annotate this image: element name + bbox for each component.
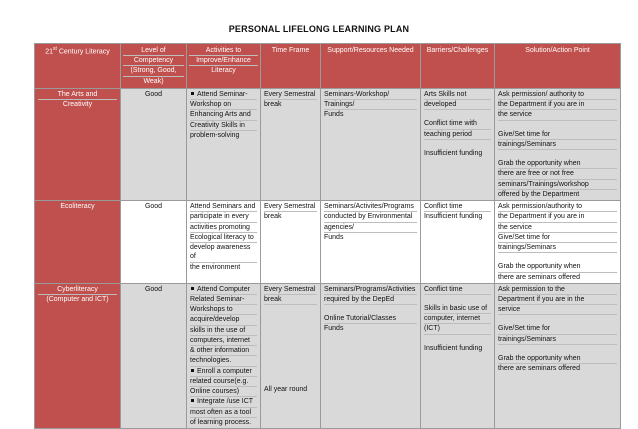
page-title: PERSONAL LIFELONG LEARNING PLAN <box>228 24 410 34</box>
table-row <box>35 201 621 284</box>
bullet-icon <box>191 92 194 95</box>
solution-cell: Ask permission/authority to the Department if you are in the service Give/Set time for trainings/Seminars Grab the opportunity when there are seminars offered <box>495 201 621 284</box>
level-cell: Good <box>121 89 187 201</box>
barriers-cell: Conflict time Insufficient funding <box>421 201 495 284</box>
activities-cell: Attend Computer Related Seminar- Workshops to acquire/develop skills in the use of computers, internet & other information technologies. Enroll a computer related course(e.g. Online courses) Integrate /use ICT most often as a tool of learning process. <box>187 283 261 428</box>
level-cell: Good <box>121 283 187 428</box>
table-row <box>35 89 621 201</box>
header-activities: Activities to Improve/Enhance Literacy <box>187 44 261 89</box>
header-literacy: 21st Century Literacy <box>35 44 121 89</box>
level-cell: Good <box>121 201 187 284</box>
solution-cell: Ask permission to the Department if you are in the service Give/Set time for trainings/Seminars Grab the opportunity when there are seminars offered <box>495 283 621 428</box>
bullet-icon <box>191 287 194 290</box>
literacy-cell: The Arts and Creativity <box>35 89 121 201</box>
activities-cell: Attend Seminar- Workshop on Enhancing Arts and Creativity Skills in problem-solving <box>187 89 261 201</box>
header-barriers: Barriers/Challenges <box>421 44 495 89</box>
header-level: Level of Competency (Strong, Good, Weak) <box>121 44 187 89</box>
header-support: Support/Resources Needed <box>321 44 421 89</box>
support-cell: Seminars-Workshop/ Trainings/ Funds <box>321 89 421 201</box>
barriers-cell: Arts Skills not developed Conflict time with teaching period Insufficient funding <box>421 89 495 201</box>
support-cell: Seminars/Activites/Programs conducted by Environmental agencies/ Funds <box>321 201 421 284</box>
learning-plan-table <box>34 43 621 429</box>
table-row <box>35 283 621 428</box>
time-cell: Every Semestral break All year round <box>261 283 321 428</box>
bullet-icon <box>191 369 194 372</box>
header-time-frame: Time Frame <box>261 44 321 89</box>
support-cell: Seminars/Programs/Activities required by the DepEd Online Tutorial/Classes Funds <box>321 283 421 428</box>
barriers-cell: Conflict time Skills in basic use of computer, internet (ICT) Insufficient funding <box>421 283 495 428</box>
time-cell: Every Semestral break <box>261 201 321 284</box>
header-solution: Solution/Action Point <box>495 44 621 89</box>
header-row <box>35 44 621 89</box>
time-cell: Every Semestral break <box>261 89 321 201</box>
bullet-icon <box>191 399 194 402</box>
activities-cell: Attend Seminars and participate in every activities promoting Ecological literacy to develop awareness of the environment <box>187 201 261 284</box>
literacy-cell: Cyberliteracy (Computer and ICT) <box>35 283 121 428</box>
literacy-cell: Ecoliteracy <box>35 201 121 284</box>
solution-cell: Ask permission/ authority to the Department if you are in the service Give/Set time for trainings/Seminars Grab the opportunity when there are free or not free seminars/Trainings/workshop offered by the Department <box>495 89 621 201</box>
